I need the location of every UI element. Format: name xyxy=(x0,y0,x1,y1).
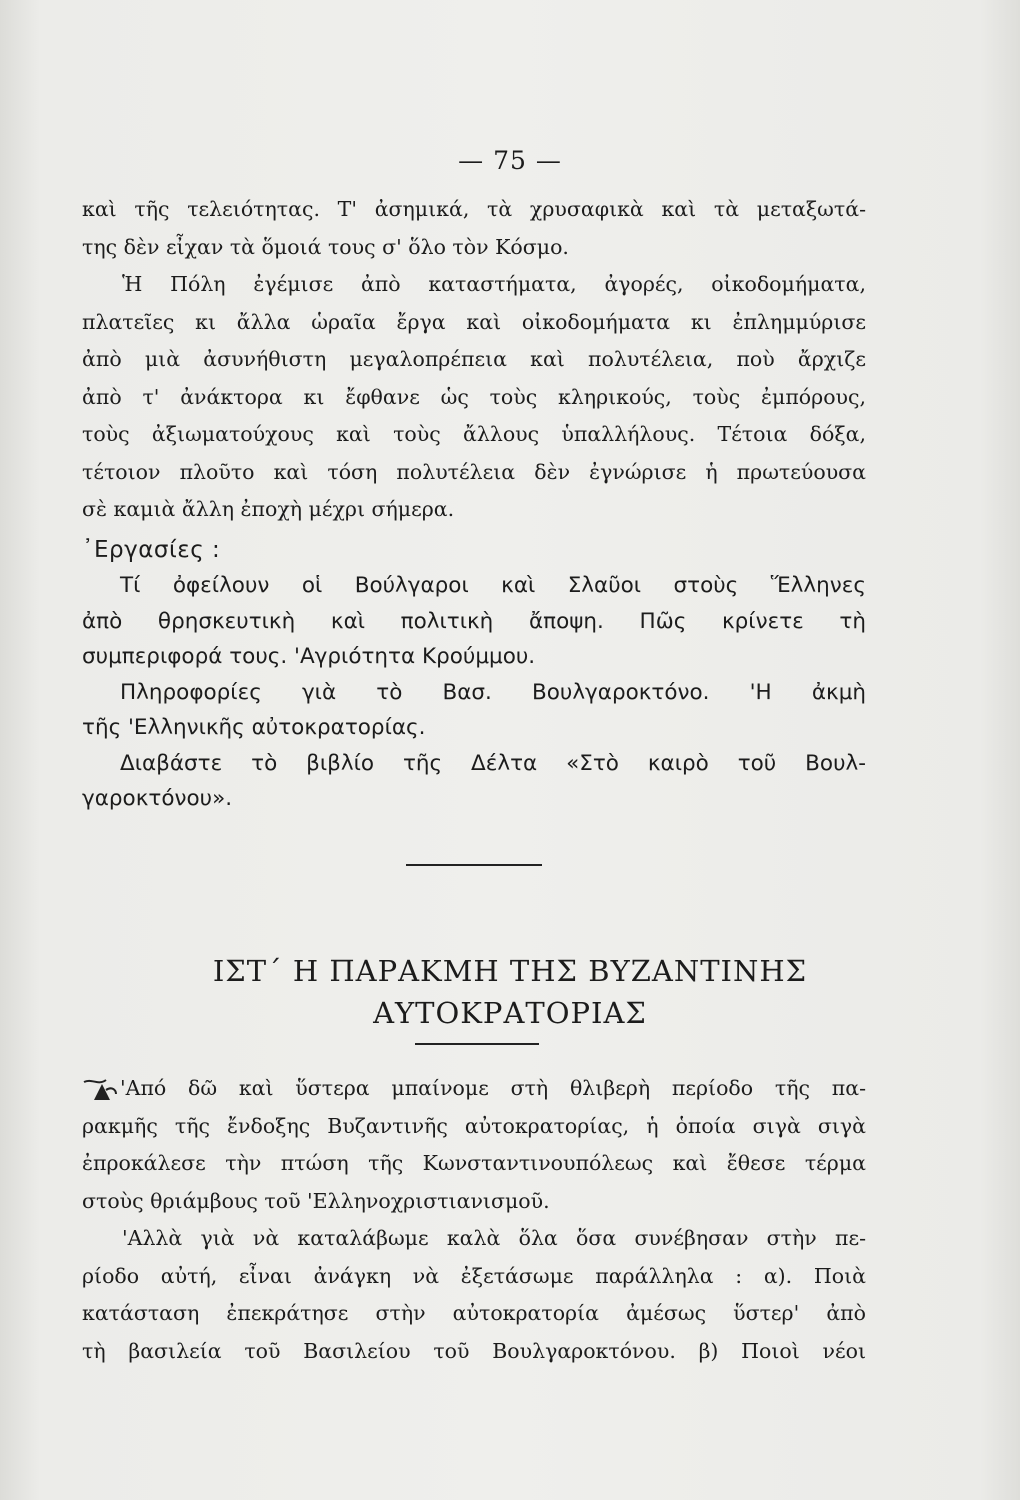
text-line: Ἡ Πόλη ἐγέμισε ἀπὸ καταστήματα, ἀγορές, οἰκοδομήματα, xyxy=(122,272,866,296)
text-line: πλατεῖες κι ἄλλα ὡραῖα ἔργα καὶ οἰκοδομήματα κι ἐπλημμύρισε xyxy=(82,309,866,334)
divider-rule xyxy=(415,1043,539,1045)
text-line: ἐπροκάλεσε τὴν πτώση τῆς Κωνσταντινουπόλεως καὶ ἔθεσε τέρμα xyxy=(82,1151,866,1175)
chapter-title-line: ΙΣΤ΄ Η ΠΑΡΑΚΜΗ ΤΗΣ ΒΥΖΑΝΤΙΝΗΣ xyxy=(212,954,808,988)
text-line: κατάσταση ἐπεκράτησε στὴν αὐτοκρατορία ἀμέσως ὕστερ' ἀπὸ xyxy=(82,1301,866,1325)
exercise-line: συμπεριφορά τους. 'Αγριότητα Κρούμμου. xyxy=(82,644,536,669)
exercise-line: τῆς 'Ελληνικῆς αὐτοκρατορίας. xyxy=(82,715,426,740)
text-line: σὲ καμιὰ ἄλλη ἐποχὴ μέχρι σήμερα. xyxy=(82,497,455,521)
exercises-list xyxy=(82,568,866,817)
text-line: ἀπὸ τ' ἀνάκτορα κι ἔφθανε ὡς τοὺς κληρικούς, τοὺς ἐμπόρους, xyxy=(82,384,866,409)
ornament-icon xyxy=(82,1076,118,1102)
exercise-line: Τί ὀφείλουν οἱ Βούλγαροι καὶ Σλαῦοι στοὺς Ἕλληνες xyxy=(120,573,866,598)
exercise-line: Διαβάστε τὸ βιβλίο τῆς Δέλτα «Στὸ καιρὸ τοῦ Βουλ- xyxy=(120,750,866,776)
text-line: τέτοιον πλοῦτο καὶ τόση πολυτέλεια δὲν ἐγνώρισε ἡ πρωτεύουσα xyxy=(82,459,866,484)
text-line-body: 'Από δῶ καὶ ὕστερα μπαίνομε στὴ θλιβερὴ περίοδο τῆς πα- xyxy=(120,1076,866,1100)
chapter-title xyxy=(0,950,1020,1034)
text-line: ρίοδο αὐτή, εἶναι ἀνάγκη νὰ ἐξετάσωμε παράλληλα : α). Ποιὰ xyxy=(82,1263,866,1288)
exercises-heading: ᾿Εργασίες : xyxy=(82,537,221,563)
exercise-line: ἀπὸ θρησκευτικὴ καὶ πολιτικὴ ἄποψη. Πῶς κρίνετε τὴ xyxy=(82,608,866,634)
page-number: — 75 — xyxy=(458,146,562,175)
paragraph-top xyxy=(82,191,866,529)
exercise-line: Πληροφορίες γιὰ τὸ Βασ. Βουλγαροκτόνο. 'Η ἀκμὴ xyxy=(120,679,866,705)
divider-rule xyxy=(406,864,542,866)
text-line: της δὲν εἶχαν τὰ ὅμοιά τους σ' ὅλο τὸν Κόσμο. xyxy=(82,234,569,259)
text-line xyxy=(82,1070,866,1108)
paragraph-bottom xyxy=(82,1070,866,1370)
text-line: ρακμῆς τῆς ἔνδοξης Βυζαντινῆς αὐτοκρατορίας, ἡ ὁποία σιγὰ σιγὰ xyxy=(82,1113,866,1138)
text-line: τὴ βασιλεία τοῦ Βασιλείου τοῦ Βουλγαροκτόνου. β) Ποιοὶ νέοι xyxy=(82,1338,866,1363)
text-line: ἀπὸ μιὰ ἀσυνήθιστη μεγαλοπρέπεια καὶ πολυτέλεια, ποὺ ἄρχιζε xyxy=(82,347,866,371)
text-line: στοὺς θριάμβους τοῦ 'Ελληνοχριστιανισμοῦ. xyxy=(82,1188,550,1213)
chapter-title-line: ΑΥΤΟΚΡΑΤΟΡΙΑΣ xyxy=(373,996,647,1030)
exercise-line: γαροκτόνου». xyxy=(82,786,233,811)
text-line: 'Αλλὰ γιὰ νὰ καταλάβωμε καλὰ ὅλα ὅσα συνέβησαν στὴν πε- xyxy=(122,1226,866,1250)
text-line: τοὺς ἀξιωματούχους καὶ τοὺς ἄλλους ὑπαλλήλους. Τέτοια δόξα, xyxy=(82,422,866,446)
text-line: καὶ τῆς τελειότητας. Τ' ἀσημικά, τὰ χρυσαφικὰ καὶ τὰ μεταξωτά- xyxy=(82,197,866,221)
